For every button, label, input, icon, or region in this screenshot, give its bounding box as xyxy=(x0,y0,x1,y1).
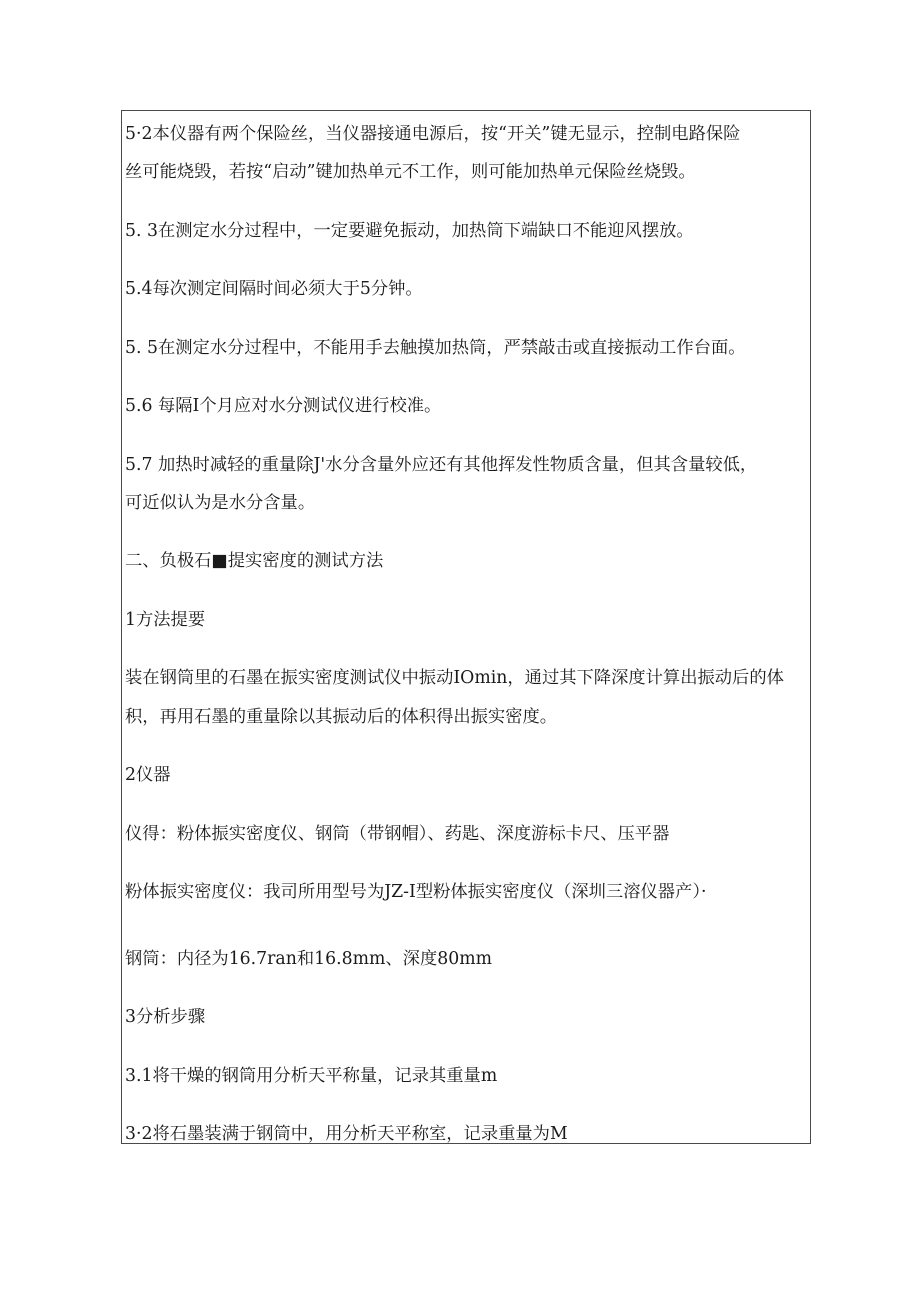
instrument-model: 粉体振实密度仪：我司所用型号为JZ-I型粉体振实密度仪（深圳三溶仪器产）· xyxy=(125,882,707,902)
line-5-3: 5. 3在测定水分过程中，一定要避免振动，加热筒下端缺口不能迎风摆放。 xyxy=(125,221,694,241)
section-heading: 二、负极石■提实密度的测试方法 xyxy=(125,551,384,571)
line-5-6: 5.6 每隔I个月应对水分测试仪进行校准。 xyxy=(125,396,442,416)
subheading-steps: 3分析步骤 xyxy=(125,1007,206,1027)
method-text-b: 积，再用石墨的重量除以其振动后的体积得出振实密度。 xyxy=(125,707,558,727)
line-5-2a: 5·2本仪器有两个保险丝，当仪器接通电源后，按“开关”键无显示，控制电路保险 xyxy=(125,124,741,144)
line-5-5: 5. 5在测定水分过程中，不能用手去触摸加热筒，严禁敲击或直接振动工作台面。 xyxy=(125,338,746,358)
line-5-2b: 丝可能烧毁，若按“启动”键加热单元不工作，则可能加热单元保险丝烧毁。 xyxy=(125,162,696,182)
method-text-a: 装在钢筒里的石墨在振实密度测试仪中振动IOmin，通过其下降深度计算出振动后的体 xyxy=(125,668,784,688)
step-3-2: 3·2将石墨装满于钢筒中，用分析天平称室，记录重量为M xyxy=(125,1124,568,1144)
subheading-instrument: 2仪器 xyxy=(125,765,171,785)
instrument-list: 仪得：粉体振实密度仪、钢筒（带钢帽）、药匙、深度游标卡尺、压平器 xyxy=(125,824,670,844)
line-5-7b: 可近似认为是水分含量。 xyxy=(125,493,316,513)
line-5-4: 5.4每次测定间隔时间必须大于5分钟。 xyxy=(125,279,423,299)
line-5-7a: 5.7 加热时减轻的重量除J'水分含量外应还有其他挥发性物质含量，但其含量较低， xyxy=(125,455,758,475)
step-3-1: 3.1将干燥的钢筒用分析天平称量，记录其重量m xyxy=(125,1066,498,1086)
subheading-method: 1方法提要 xyxy=(125,610,206,630)
steel-cylinder-spec: 钢筒：内径为16.7ran和16.8mm、深度80mm xyxy=(125,949,492,969)
